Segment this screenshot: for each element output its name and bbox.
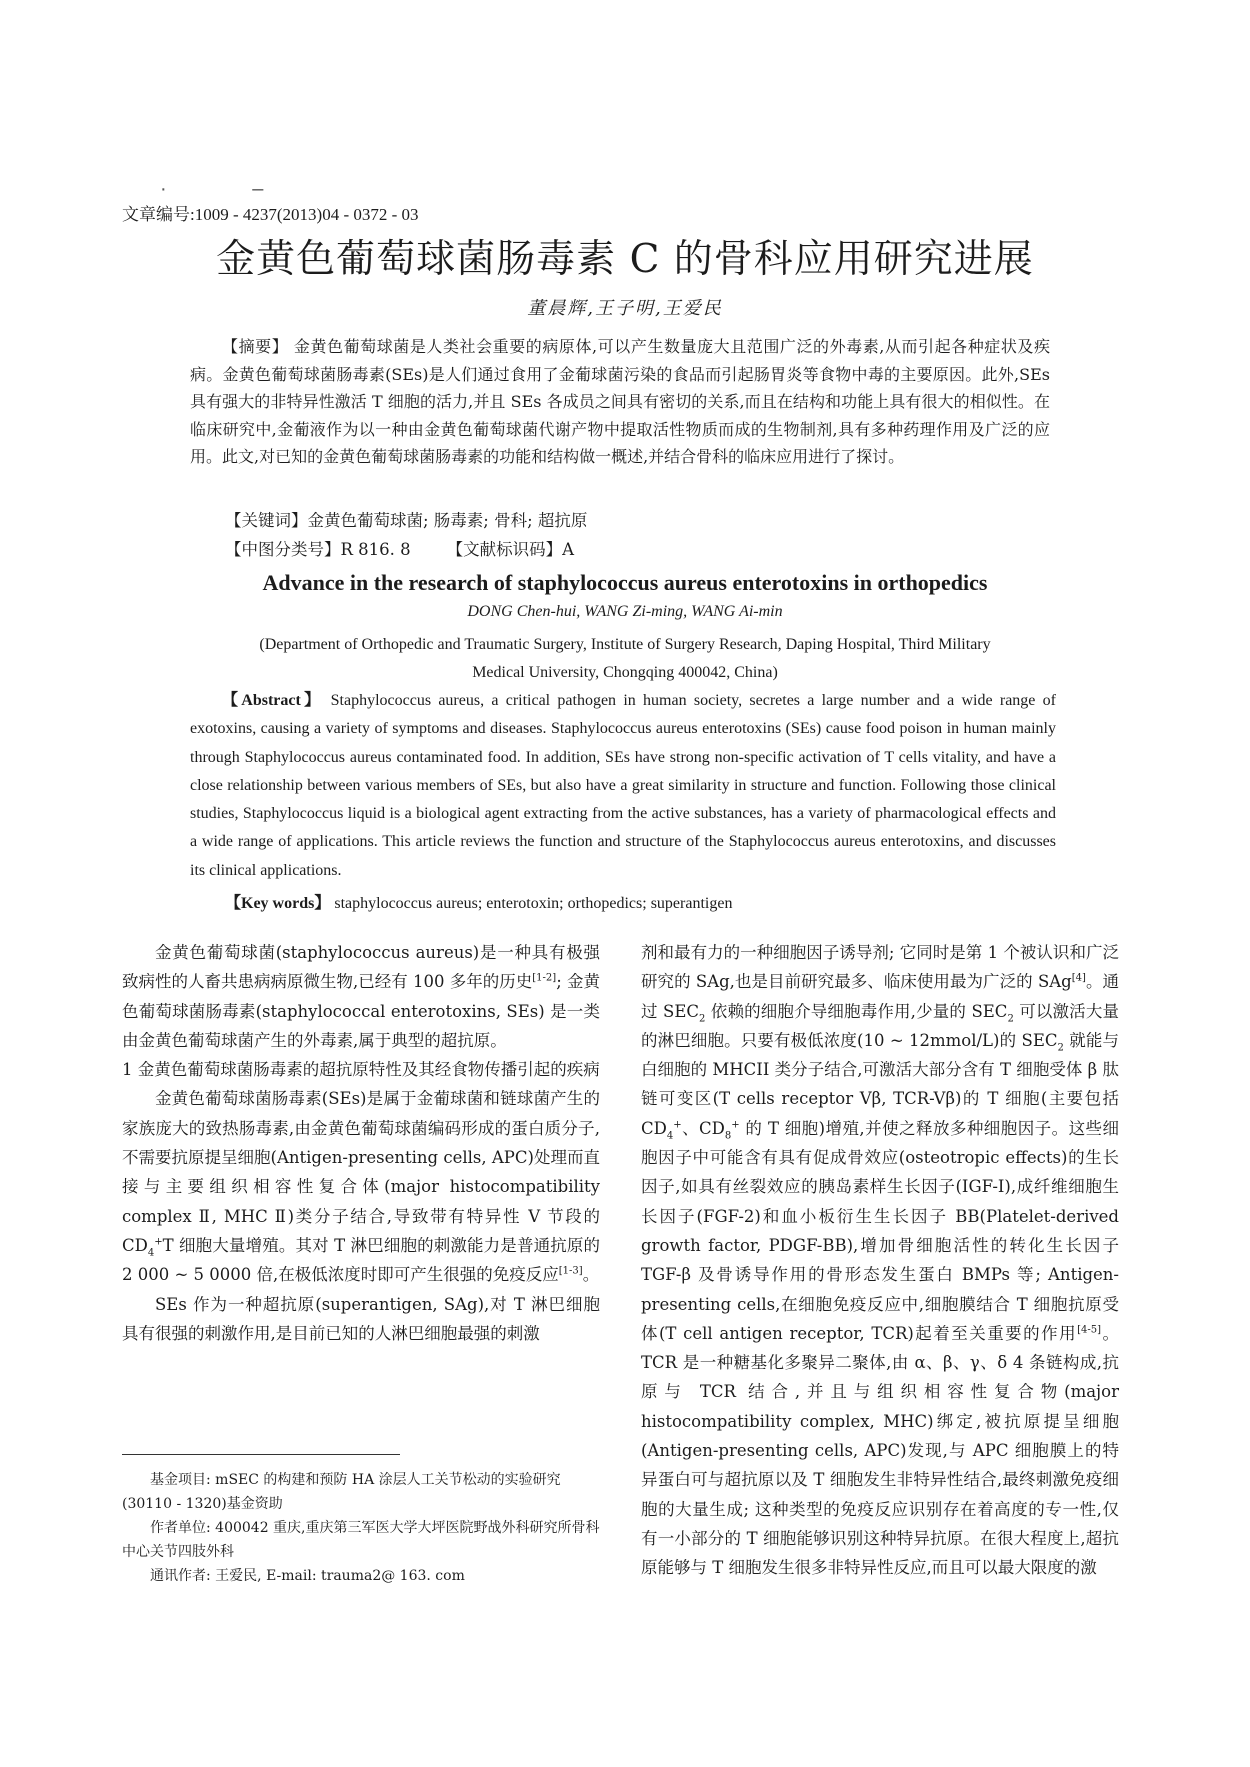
- keywords-en-tag: 【Key words】: [225, 895, 331, 912]
- clc-value: R 816. 8: [340, 540, 411, 559]
- section-heading-1: 1 金黄色葡萄球菌肠毒素的超抗原特性及其经食物传播引起的疾病: [122, 1060, 600, 1080]
- sec1-text-b: T 细胞大量增殖。其对 T 淋巴细胞的刺激能力是普通抗原的 2 000 ~ 5 0000 倍,在极低浓度时即可产生很强的免疫反应: [122, 1235, 600, 1285]
- clc-tag: 【中图分类号】: [225, 540, 341, 559]
- subscript: 8: [724, 1130, 732, 1142]
- keywords-en-text: staphylococcus aureus; enterotoxin; orthopedics; superantigen: [330, 895, 733, 912]
- header-marks: · –: [160, 178, 304, 200]
- citation-ref: [4-5]: [1077, 1324, 1102, 1336]
- paragraph-right: [641, 938, 1119, 1583]
- keywords-text: 金黄色葡萄球菌; 肠毒素; 骨科; 超抗原: [307, 511, 588, 530]
- body-right-column: [641, 938, 1119, 1583]
- citation-ref: [1-2]: [532, 972, 557, 984]
- right-text-7: 的 T 细胞)增殖,并使之释放多种细胞因子。这些细胞因子中可能含有具有促成骨效应(osteotropic effects)的生长因子,如具有丝裂效应的胰岛素样生长因子(IGF-I),成纤维细胞生长因子(FGF-2)和血小板衍生生长因子 BB(Platelet-derived growth factor, PDGF-BB),增加骨细胞活性的转化生长因子 TGF-β 及骨诱导作用的骨形态发生蛋白 BMPs 等; Antigen-presenting cells,在细胞免疫反应中,细胞膜结合 T 细胞抗原受体(T cell antigen receptor, TCR)起着至关重要的作用: [641, 1118, 1119, 1343]
- subscript: 2: [1057, 1042, 1064, 1054]
- intro-text-b: ; 金黄色葡萄球菌肠毒素(staphylococcal enterotoxins, SEs) 是一类由金黄色葡萄球菌产生的外毒素,属于典型的超抗原。: [122, 972, 600, 1050]
- paragraph-intro: [122, 938, 600, 1055]
- superscript: +: [154, 1236, 163, 1248]
- title-english: Advance in the research of staphylococcus aureus enterotoxins in orthopedics: [262, 570, 988, 595]
- superscript: +: [731, 1119, 740, 1131]
- right-text-3: 依赖的细胞介导细胞毒作用,少量的 SEC: [705, 1001, 1008, 1021]
- abstract-tag: 【摘要】: [222, 337, 289, 356]
- right-text-1: 剂和最有力的一种细胞因子诱导剂; 它同时是第 1 个被认识和广泛研究的 SAg,也是目前研究最多、临床使用最为广泛的 SAg: [641, 943, 1119, 992]
- footnote-rule: [122, 1454, 400, 1455]
- body-left-column: [122, 938, 600, 1348]
- abstract-text: 金黄色葡萄球菌是人类社会重要的病原体,可以产生数量庞大且范围广泛的外毒素,从而引起各种症状及疾病。金黄色葡萄球菌肠毒素(SEs)是人们通过食用了金葡球菌污染的食品而引起肠胃炎等食物中毒的主要原因。此外,SEs 具有强大的非特异性激活 T 细胞的活力,并且 SEs 各成员之间具有密切的关系,而且在结构和功能上具有很大的相似性。在临床研究中,金葡液作为以一种由金黄色葡萄球菌代谢产物中提取活性物质而成的生物制剂,具有多种药理作用及广泛的应用。此文,对已知的金黄色葡萄球菌肠毒素的功能和结构做一概述,并结合骨科的临床应用进行了探讨。: [190, 337, 1050, 467]
- abstract-chinese: [190, 333, 1050, 471]
- right-text-5: 就能与白细胞的 MHCII 类分子结合,可激活大部分含有 T 细胞受体 β 肽链可变区(T cells receptor Vβ, TCR-Vβ)的 T 细胞(主要包括 CD: [641, 1030, 1120, 1138]
- abstract-en-tag: 【Abstract】: [222, 692, 324, 709]
- affiliation-english: [190, 631, 1060, 687]
- footnotes: [122, 1468, 607, 1588]
- sec1-text-a: 金黄色葡萄球菌肠毒素(SEs)是属于金葡球菌和链球菌产生的家族庞大的致热肠毒素,由金黄色葡萄球菌编码形成的蛋白质分子,不需要抗原提呈细胞(Antigen-presenting cells, APC)处理而直接与主要组织相容性复合体(major histocompatibility complex Ⅱ, MHC Ⅱ)类分子结合,导致带有特异性 V 节段的 CD: [122, 1089, 600, 1255]
- right-text-8: 。TCR 是一种糖基化多聚异二聚体,由 α、β、γ、δ 4 条链构成,抗原与 TCR 结合,并且与组织相容性复合物(major histocompatibility complex, MHC)绑定,被抗原提呈细胞(Antigen-presenting cells, APC)发现,与 APC 细胞膜上的特异蛋白可与超抗原以及 T 细胞发生非特异性结合,最终刺激免疫细胞的大量生成; 这种类型的免疫反应识别存在着高度的专一性,仅有一小部分的 T 细胞能够识别这种特异抗原。在很大程度上,超抗原能够与 T 细胞发生很多非特异性反应,而且可以最大限度的激: [641, 1323, 1119, 1578]
- authors-english: DONG Chen-hui, WANG Zi-ming, WANG Ai-min: [467, 603, 783, 620]
- right-text-6: 、CD: [681, 1118, 725, 1138]
- authors-chinese: 董晨辉,王子明,王爱民: [527, 298, 723, 319]
- title-chinese: 金黄色葡萄球菌肠毒素 C 的骨科应用研究进展: [216, 237, 1034, 282]
- citation-ref: [1-3]: [558, 1265, 583, 1277]
- keywords-chinese: [225, 507, 587, 531]
- affiliation-line-1: (Department of Orthopedic and Traumatic Surgery, Institute of Surgery Research, Daping Hospital, Third Military: [259, 636, 991, 653]
- citation-ref: [4]: [1071, 972, 1086, 984]
- footnote-unit: 作者单位: 400042 重庆,重庆第三军医大学大坪医院野战外科研究所骨科中心关节四肢外科: [122, 1520, 600, 1560]
- right-text-4: 可以激活大量的淋巴细胞。只要有极低浓度(10 ~ 12mmol/L)的 SEC: [641, 1001, 1119, 1050]
- superscript: +: [673, 1119, 682, 1131]
- paragraph-sag: SEs 作为一种超抗原(superantigen, SAg),对 T 淋巴细胞具有很强的刺激作用,是目前已知的人淋巴细胞最强的刺激: [122, 1294, 600, 1343]
- subscript: 4: [147, 1247, 155, 1259]
- footnote-fund: 基金项目: mSEC 的构建和预防 HA 涂层人工关节松动的实验研究(30110 - 1320)基金资助: [122, 1472, 561, 1512]
- intro-text-a: 金黄色葡萄球菌(staphylococcus aureus)是一种具有极强致病性的人畜共患病病原微生物,已经有 100 多年的历史: [122, 943, 600, 992]
- subscript: 2: [699, 1012, 706, 1024]
- affiliation-line-2: Medical University, Chongqing 400042, China): [472, 664, 778, 681]
- footnote-contact: 通讯作者: 王爱民, E-mail: trauma2@ 163. com: [150, 1568, 465, 1584]
- doc-code-value: A: [562, 540, 575, 559]
- paragraph-section-1: [122, 1084, 600, 1289]
- keywords-tag: 【关键词】: [225, 511, 308, 530]
- abstract-english: [190, 687, 1056, 885]
- keywords-english: [225, 890, 732, 913]
- subscript: 2: [1007, 1012, 1014, 1024]
- subscript: 4: [666, 1130, 674, 1142]
- doc-code-tag: 【文献标识码】: [446, 540, 563, 559]
- right-text-2: 。通过 SEC: [641, 972, 1119, 1021]
- abstract-en-text: Staphylococcus aureus, a critical pathogen in human society, secretes a large number and a wide range of exotoxins, causing a variety of symptoms and diseases. Staphylococcus aureus enterotoxins (SEs) cause food poison in human mainly through Staphylococcus aureus contaminated food. In addition, SEs have strong non-specific activation of T cells vitality, and have a close relationship between various members of SEs, but also have a great similarity in structure and function. Following those clinical studies, Staphylococcus liquid is a biological agent extracting from the active substances, has a variety of pharmacological effects and a wide range of applications. This article reviews the function and structure of the Staphylococcus aureus enterotoxins, and discusses its clinical applications.: [190, 692, 1057, 879]
- sec1-text-c: 。: [582, 1265, 600, 1285]
- article-number: 文章编号:1009 - 4237(2013)04 - 0372 - 03: [122, 205, 419, 224]
- classification-line: [225, 536, 574, 560]
